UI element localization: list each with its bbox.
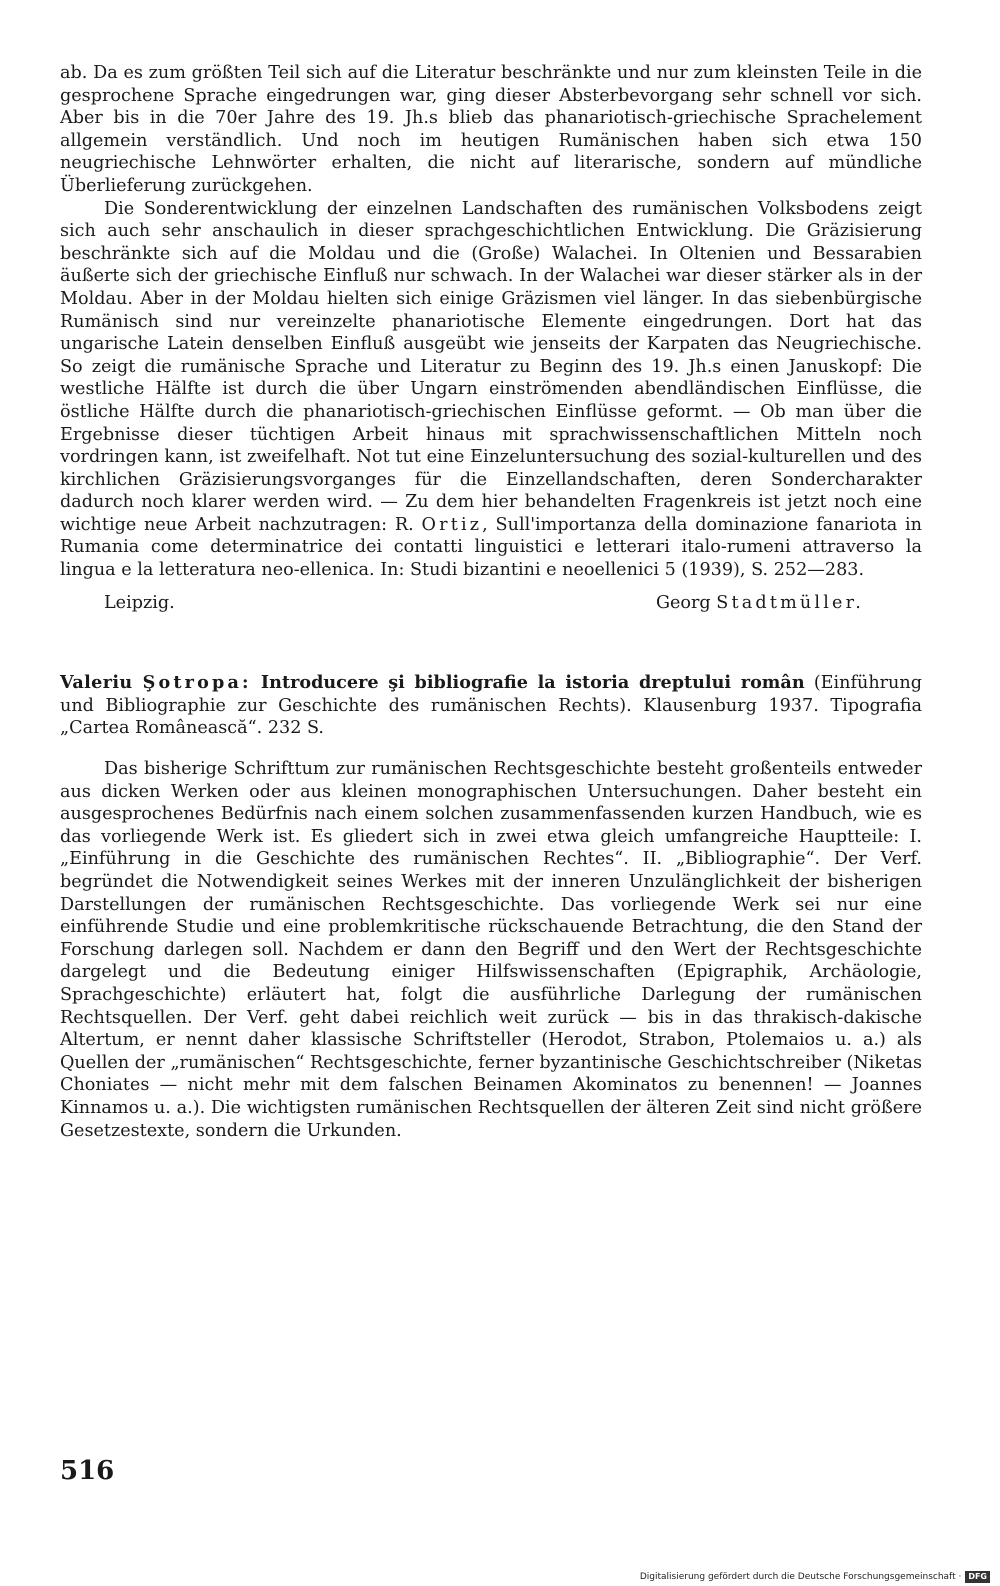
author-first-name: Valeriu [60, 672, 133, 694]
signature-first-name: Georg [655, 592, 711, 613]
review-paragraph-1: ab. Da es zum größten Teil sich auf die Literatur beschränkte und nur zum kleinsten Teile in die gesprochene Sprache eingedrungen war, ging dieser Absterbevorgang sehr schnell vor sich. Aber bis in die 70er Jahre des 19. Jh.s blieb das phanariotisch-griechische Sprachelement allgemein verständlich. Und noch im heutigen Rumänischen haben sich etwa 150 neugriechische Lehnwörter erhalten, die nicht auf literarische, sondern auf mündliche Überlieferung zurückgehen. [60, 63, 922, 196]
paragraph-2-text: Die Sonderentwicklung der einzelnen Landschaften des rumänischen Volksbodens zeigt sich auch sehr anschaulich in dieser sprachgeschichtlichen Entwicklung. Die Gräzisierung beschränkte sich auf die Moldau und die (Große) Walachei. In Oltenien und Bessarabien äußerte sich der griechische Einfluß nur schwach. In der Walachei war dieser stärker als in der Moldau. Aber in der Moldau hielten sich einige Gräzismen viel länger. In das siebenbürgische Rumänisch sind nur vereinzelte phanariotische Elemente eingedrungen. Dort hat das ungarische Latein denselben Einfluß ausgeübt wie jenseits der Karpaten das Neugriechische. So zeigt die rumänische Sprache und Literatur zu Beginn des 19. Jh.s einen Januskopf: Die westliche Hälfte ist durch die über Ungarn einströmenden abendländischen Einflüsse, die östliche Hälfte durch die phanariotisch-griechischen Einflüsse geformt. — Ob man über die Ergebnisse dieser tüchtigen Arbeit hinaus mit sprachwissenschaftlichen Mitteln noch vordringen kann, ist zweifelhaft. Not tut eine Einzeluntersuchung des sozial-kulturellen und des kirchlichen Gräzisierungsvorganges für die Einzellandschaften, deren Sondercharakter dadurch noch klarer werden wird. — Zu dem hier behandelten Fragenkreis ist jetzt noch eine wichtige neue Arbeit nachzutragen: R. [60, 198, 922, 535]
page-body [60, 62, 922, 1142]
signature-name [656, 592, 864, 615]
title-translation: (Einführung und Bibliographie zur Geschichte des rumänischen Rechts). Klausenburg 1937. Tipografia „Cartea Românească“. 232 S. [60, 673, 922, 739]
dfg-logo-icon: DFG [965, 1571, 990, 1583]
footer-text: Digitalisierung gefördert durch die Deutsche Forschungsgemeinschaft · [639, 1572, 962, 1582]
reviewer-signature [60, 592, 922, 615]
author-surname: Şotropa: [142, 672, 252, 694]
page-number: 516 [60, 1456, 115, 1486]
reviewed-title: Introducere şi bibliografie la istoria dreptului român [260, 672, 805, 694]
digitization-footer [640, 1571, 990, 1583]
paragraph-2-citation: , Sull'importanza della dominazione fanariota in Rumania come determinatrice dei contatti linguistici e letterari italo-rumeni attraverso la lingua e la letteratura neo-ellenica. In: Studi bizantini e neoellenici 5 (1939), S. 252—283. [60, 514, 923, 581]
review-paragraph-2 [60, 198, 922, 582]
cited-author-name: Ortiz [421, 514, 483, 535]
signature-surname: Stadtmüller. [716, 592, 864, 613]
reviewed-author [60, 672, 252, 693]
signature-place: Leipzig. [104, 592, 175, 613]
review-body-paragraph: Das bisherige Schrifttum zur rumänischen Rechtsgeschichte besteht großenteils entweder aus dicken Werken oder aus kleinen monographischen Untersuchungen. Daher besteht ein ausgesprochenes Bedürfnis nach einem solchen zusammenfassenden kurzen Handbuch, wie es das vorliegende Werk ist. Es gliedert sich in zwei etwa gleich umfangreiche Hauptteile: I. „Einführung in die Geschichte des rumänischen Rechtes“. II. „Bibliographie“. Der Verf. begründet die Notwendigkeit seines Werkes mit der inneren Unzulänglichkeit der bisherigen Darstellungen der rumänischen Rechtsgeschichte. Das vorliegende Werk sei nur eine einführende Studie und eine problemkritische rückschauende Betrachtung, die den Stand der Forschung darlegen soll. Nachdem er dann den Begriff und den Wert der Rechtsgeschichte dargelegt und die Bedeutung einiger Hilfswissenschaften (Epigraphik, Archäologie, Sprachgeschichte) erläutert hat, folgt die ausführliche Darlegung der rumänischen Rechtsquellen. Der Verf. geht dabei reichlich weit zurück — bis in das thrakisch-dakische Altertum, er nennt daher klassische Schriftsteller (Herodot, Strabon, Ptolemaios u. a.) als Quellen der „rumänischen“ Rechtsgeschichte, ferner byzantinische Geschichtschreiber (Niketas Choniates — nicht mehr mit dem falschen Beinamen Akominatos zu benennen! — Joannes Kinnamos u. a.). Die wichtigsten rumänischen Rechtsquellen der älteren Zeit sind nicht größere Gesetzestexte, sondern die Urkunden. [60, 759, 922, 1141]
review-heading [60, 672, 922, 740]
